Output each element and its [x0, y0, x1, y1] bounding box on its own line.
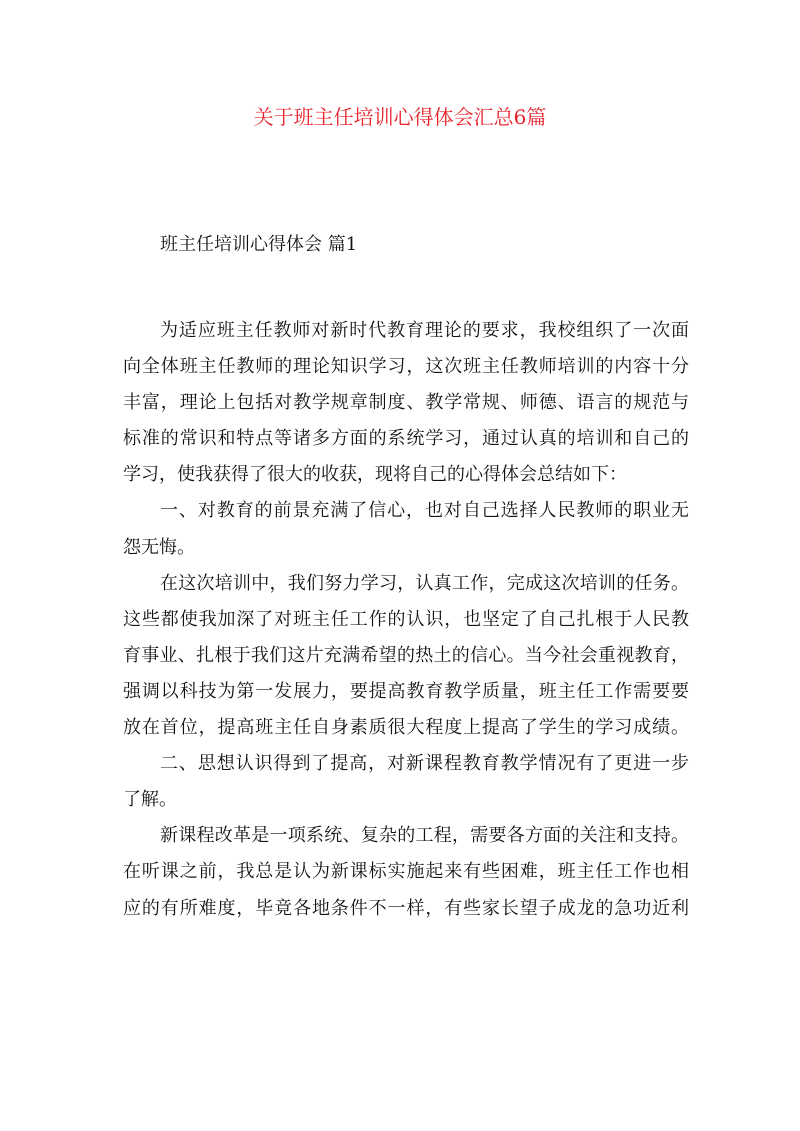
- page-title: 关于班主任培训心得体会汇总6篇: [253, 105, 547, 129]
- paragraph-line: 新课程改革是一项系统、复杂的工程，需要各方面的关注和支持。: [160, 825, 689, 847]
- paragraph-line: 育事业、扎根于我们这片充满希望的热土的信心。当今社会重视教育，: [123, 644, 689, 666]
- paragraph-line: 这些都使我加深了对班主任工作的认识，也坚定了自己扎根于人民教: [123, 608, 689, 630]
- paragraph-line: 学习，使我获得了很大的收获，现将自己的心得体会总结如下：: [123, 464, 627, 486]
- paragraph-line: 一、对教育的前景充满了信心，也对自己选择人民教师的职业无: [160, 500, 689, 522]
- section-heading: 班主任培训心得体会 篇1: [160, 234, 358, 255]
- paragraph-line: 向全体班主任教师的理论知识学习，这次班主任教师培训的内容十分: [123, 356, 689, 378]
- paragraph-line: 放在首位，提高班主任自身素质很大程度上提高了学生的学习成绩。: [123, 717, 689, 739]
- paragraph-line: 强调以科技为第一发展力，要提高教育教学质量，班主任工作需要要: [123, 680, 689, 702]
- paragraph-line: 标准的常识和特点等诸多方面的系统学习，通过认真的培训和自己的: [123, 428, 689, 450]
- body-text: [123, 313, 689, 927]
- paragraph-line: 丰富，理论上包括对教学规章制度、教学常规、师德、语言的规范与: [123, 392, 689, 414]
- paragraph-line: 在这次培训中，我们努力学习，认真工作，完成这次培训的任务。: [160, 572, 689, 594]
- paragraph-line: 了解。: [123, 789, 177, 811]
- paragraph-line: 应的有所难度，毕竟各地条件不一样，有些家长望子成龙的急功近利: [123, 897, 689, 919]
- paragraph-line: 为适应班主任教师对新时代教育理论的要求，我校组织了一次面: [160, 320, 689, 341]
- paragraph-line: 二、思想认识得到了提高，对新课程教育教学情况有了更进一步: [160, 753, 689, 775]
- paragraph-line: 怨无悔。: [123, 536, 195, 558]
- paragraph-line: 在听课之前，我总是认为新课标实施起来有些困难，班主任工作也相: [123, 861, 689, 883]
